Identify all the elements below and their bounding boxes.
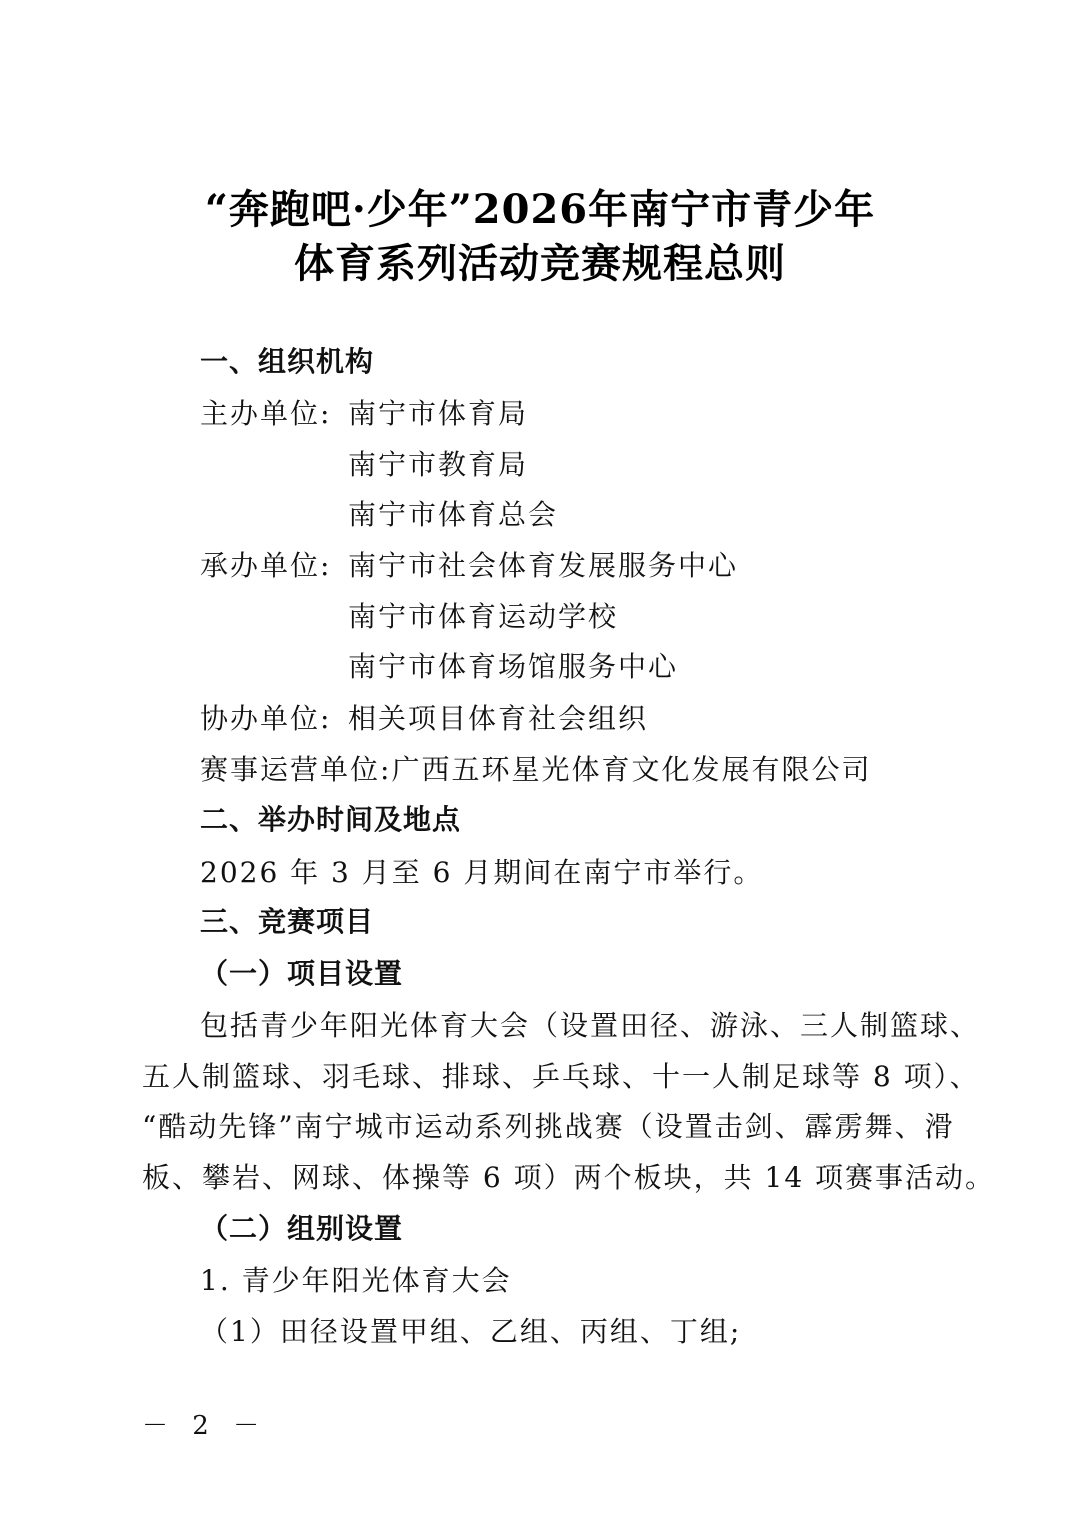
operator-label: 赛事运营单位: <box>200 753 392 786</box>
section-3-heading: 三、竞赛项目 <box>200 905 375 938</box>
host-item: 南宁市教育局 <box>348 448 529 481</box>
section-2-text: 2026 年 3 月至 6 月期间在南宁市举行。 <box>200 856 764 889</box>
co-organizer-row <box>200 697 648 737</box>
organizer-item: 南宁市社会体育发展服务中心 <box>348 549 739 582</box>
organizer-item: 南宁市体育运动学校 <box>348 600 619 633</box>
subsection-1-heading: （一）项目设置 <box>200 957 404 990</box>
host-row-1 <box>200 392 528 432</box>
organizer-row-1 <box>200 544 738 584</box>
list-item: 1. 青少年阳光体育大会 <box>200 1264 512 1297</box>
paragraph-line: 板、攀岩、网球、体操等 6 项）两个板块，共 14 项赛事活动。 <box>142 1161 996 1194</box>
section-2-heading: 二、举办时间及地点 <box>200 803 462 836</box>
section-1-heading: 一、组织机构 <box>200 345 375 378</box>
page-number: － 2 － <box>142 1411 268 1441</box>
organizer-item: 南宁市体育场馆服务中心 <box>348 650 679 683</box>
document-title-line-2: 体育系列活动竞赛规程总则 <box>294 240 786 287</box>
co-organizer-value: 相关项目体育社会组织 <box>348 702 649 735</box>
paragraph-line: 包括青少年阳光体育大会（设置田径、游泳、三人制篮球、 <box>200 1009 981 1042</box>
paragraph-line: “酷动先锋”南宁城市运动系列挑战赛（设置击剑、霹雳舞、滑 <box>142 1110 955 1143</box>
host-item: 南宁市体育局 <box>348 397 529 430</box>
document-title-line-1: “奔跑吧·少年”2026年南宁市青少年 <box>204 186 876 233</box>
co-organizer-label: 协办单位: <box>200 702 332 735</box>
subsection-2-heading: （二）组别设置 <box>200 1212 404 1245</box>
operator-row <box>200 748 871 788</box>
organizer-label: 承办单位: <box>200 549 332 582</box>
paragraph-line: 五人制篮球、羽毛球、排球、乒乓球、十一人制足球等 8 项）、 <box>142 1060 980 1093</box>
list-item: （1）田径设置甲组、乙组、丙组、丁组; <box>200 1315 742 1348</box>
host-item: 南宁市体育总会 <box>348 498 559 531</box>
operator-value: 广西五环星光体育文化发展有限公司 <box>391 753 872 786</box>
host-label: 主办单位: <box>200 397 332 430</box>
